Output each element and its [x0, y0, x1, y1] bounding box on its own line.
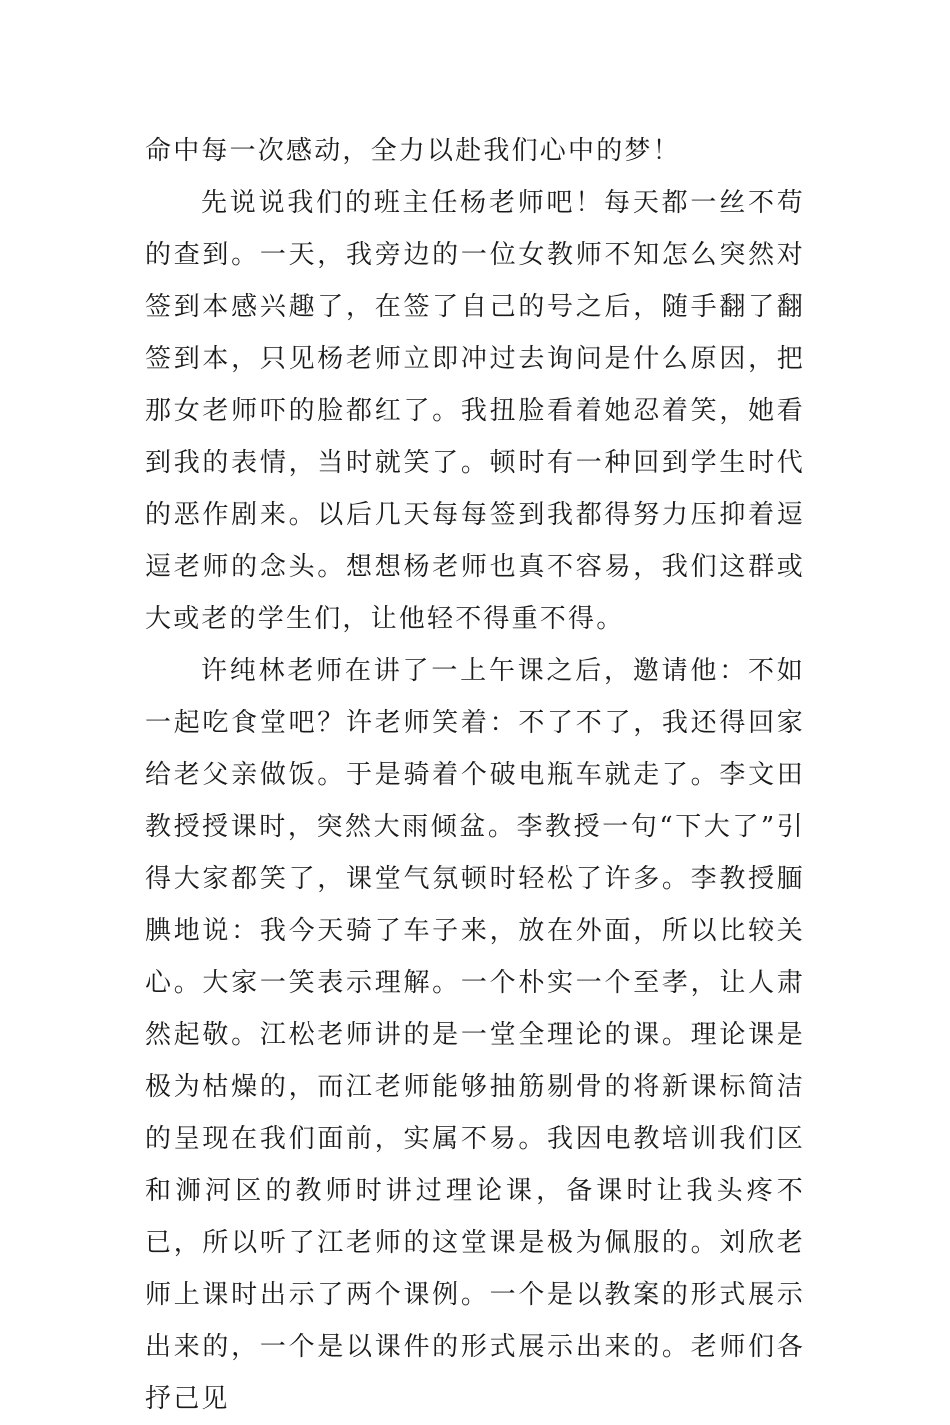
document-body: [145, 125, 805, 1425]
paragraph-continuation: 命中每一次感动，全力以赴我们心中的梦！: [145, 136, 681, 166]
paragraph-head-teacher-yang: 先说说我们的班主任杨老师吧！每天都一丝不苟的查到。一天，我旁边的一位女教师不知怎么突然对签到本感兴趣了，在签了自己的号之后，随手翻了翻签到本，只见杨老师立即冲过去询问是什么原因，把那女老师吓的脸都红了。我扭脸看着她忍着笑，她看到我的表情，当时就笑了。顿时有一种回到学生时代的恶作剧来。以后几天每每签到我都得努力压抑着逗逗老师的念头。想想杨老师也真不容易，我们这群或大或老的学生们，让他轻不得重不得。: [145, 188, 805, 634]
paragraph-teachers-xu-li-jiang-liu: 许纯林老师在讲了一上午课之后，邀请他：不如一起吃食堂吧？许老师笑着：不了不了，我还得回家给老父亲做饭。于是骑着个破电瓶车就走了。李文田教授授课时，突然大雨倾盆。李教授一句“下大了”引得大家都笑了，课堂气氛顿时轻松了许多。李教授腼腆地说：我今天骑了车子来，放在外面，所以比较关心。大家一笑表示理解。一个朴实一个至孝，让人肃然起敬。江松老师讲的是一堂全理论的课。理论课是极为枯燥的，而江老师能够抽筋剔骨的将新课标简洁的呈现在我们面前，实属不易。我因电教培训我们区和浉河区的教师时讲过理论课，备课时让我头疼不已，所以听了江老师的这堂课是极为佩服的。刘欣老师上课时出示了两个课例。一个是以教案的形式展示出来的，一个是以课件的形式展示出来的。老师们各抒己见: [145, 656, 805, 1414]
